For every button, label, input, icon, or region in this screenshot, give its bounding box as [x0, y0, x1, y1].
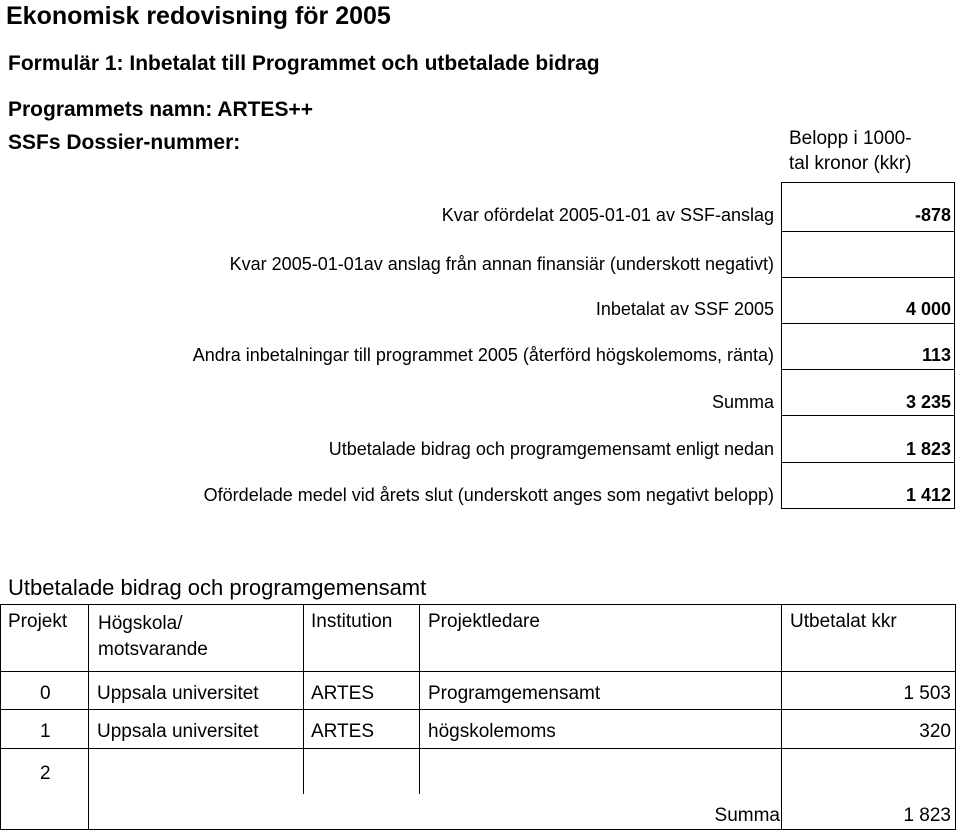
table-cell-project: 2	[40, 763, 51, 784]
payouts-section-title: Utbetalade bidrag och programgemensamt	[8, 575, 427, 600]
summary-label-opening-balance: Kvar ofördelat 2005-01-01 av SSF-anslag	[441, 205, 774, 225]
summary-column-bottom-border	[781, 508, 955, 509]
table-top-border	[0, 604, 956, 605]
summary-column-top-border	[781, 182, 955, 183]
table-cell-project: 1	[40, 721, 51, 742]
table-cell-leader: Programgemensamt	[428, 683, 601, 704]
program-name: Programmets namn: ARTES++	[8, 98, 313, 121]
summary-value-paid-out: 1 823	[905, 439, 951, 459]
summary-value-opening-balance: -878	[914, 205, 951, 225]
payouts-total-value: 1 823	[903, 805, 951, 826]
unit-note-line2: tal kronor (kkr)	[789, 153, 912, 174]
table-cell-institution: ARTES	[311, 683, 375, 704]
table-row-divider	[0, 709, 956, 710]
column-header-school-line2: motsvarande	[98, 639, 208, 660]
summary-row-divider	[781, 415, 955, 416]
table-header-divider	[0, 671, 956, 672]
summary-label-other-funder: Kvar 2005-01-01av anslag från annan finansiär (underskott negativt)	[229, 254, 774, 274]
column-header-project: Projekt	[8, 611, 68, 632]
summary-row-divider	[781, 323, 955, 324]
column-header-leader: Projektledare	[428, 611, 540, 632]
table-cell-school: Uppsala universitet	[97, 683, 259, 704]
summary-value-ssf-paid: 4 000	[905, 299, 951, 319]
dossier-number-label: SSFs Dossier-nummer:	[8, 131, 241, 154]
unit-note-line1: Belopp i 1000-	[789, 128, 912, 149]
table-cell-leader: högskolemoms	[428, 721, 556, 742]
page-title: Ekonomisk redovisning för 2005	[6, 2, 391, 30]
unit-note	[789, 126, 912, 176]
table-cell-amount: 320	[919, 721, 951, 742]
summary-label-unallocated: Ofördelade medel vid årets slut (underskott anges som negativt belopp)	[203, 485, 774, 505]
table-column-divider	[419, 604, 420, 794]
table-column-divider	[303, 604, 304, 794]
summary-value-other-payments: 113	[921, 345, 951, 365]
table-column-divider	[781, 604, 782, 830]
table-left-border	[0, 604, 1, 830]
table-row-divider	[0, 748, 956, 749]
summary-row-divider	[781, 462, 955, 463]
table-bottom-border	[0, 829, 956, 830]
payouts-total-label: Summa	[714, 805, 780, 826]
column-header-school-line1: Högskola/	[98, 613, 183, 634]
summary-label-ssf-paid: Inbetalat av SSF 2005	[595, 299, 774, 319]
column-header-school	[98, 611, 208, 663]
table-right-border	[955, 604, 956, 830]
summary-label-paid-out: Utbetalade bidrag och programgemensamt enligt nedan	[328, 439, 774, 459]
summary-label-other-payments: Andra inbetalningar till programmet 2005 (återförd högskolemoms, ränta)	[192, 345, 774, 365]
summary-label-sum: Summa	[711, 392, 774, 412]
summary-row-divider	[781, 231, 955, 232]
form-title: Formulär 1: Inbetalat till Programmet och utbetalade bidrag	[8, 52, 600, 75]
table-cell-school: Uppsala universitet	[97, 721, 259, 742]
table-cell-project: 0	[40, 683, 51, 704]
column-header-amount: Utbetalat kkr	[790, 611, 897, 632]
summary-value-unallocated: 1 412	[905, 485, 951, 505]
table-cell-institution: ARTES	[311, 721, 375, 742]
summary-value-sum: 3 235	[905, 392, 951, 412]
table-column-divider	[88, 604, 89, 830]
table-cell-amount: 1 503	[903, 683, 951, 704]
summary-row-divider	[781, 369, 955, 370]
summary-row-divider	[781, 277, 955, 278]
column-header-institution: Institution	[311, 611, 393, 632]
